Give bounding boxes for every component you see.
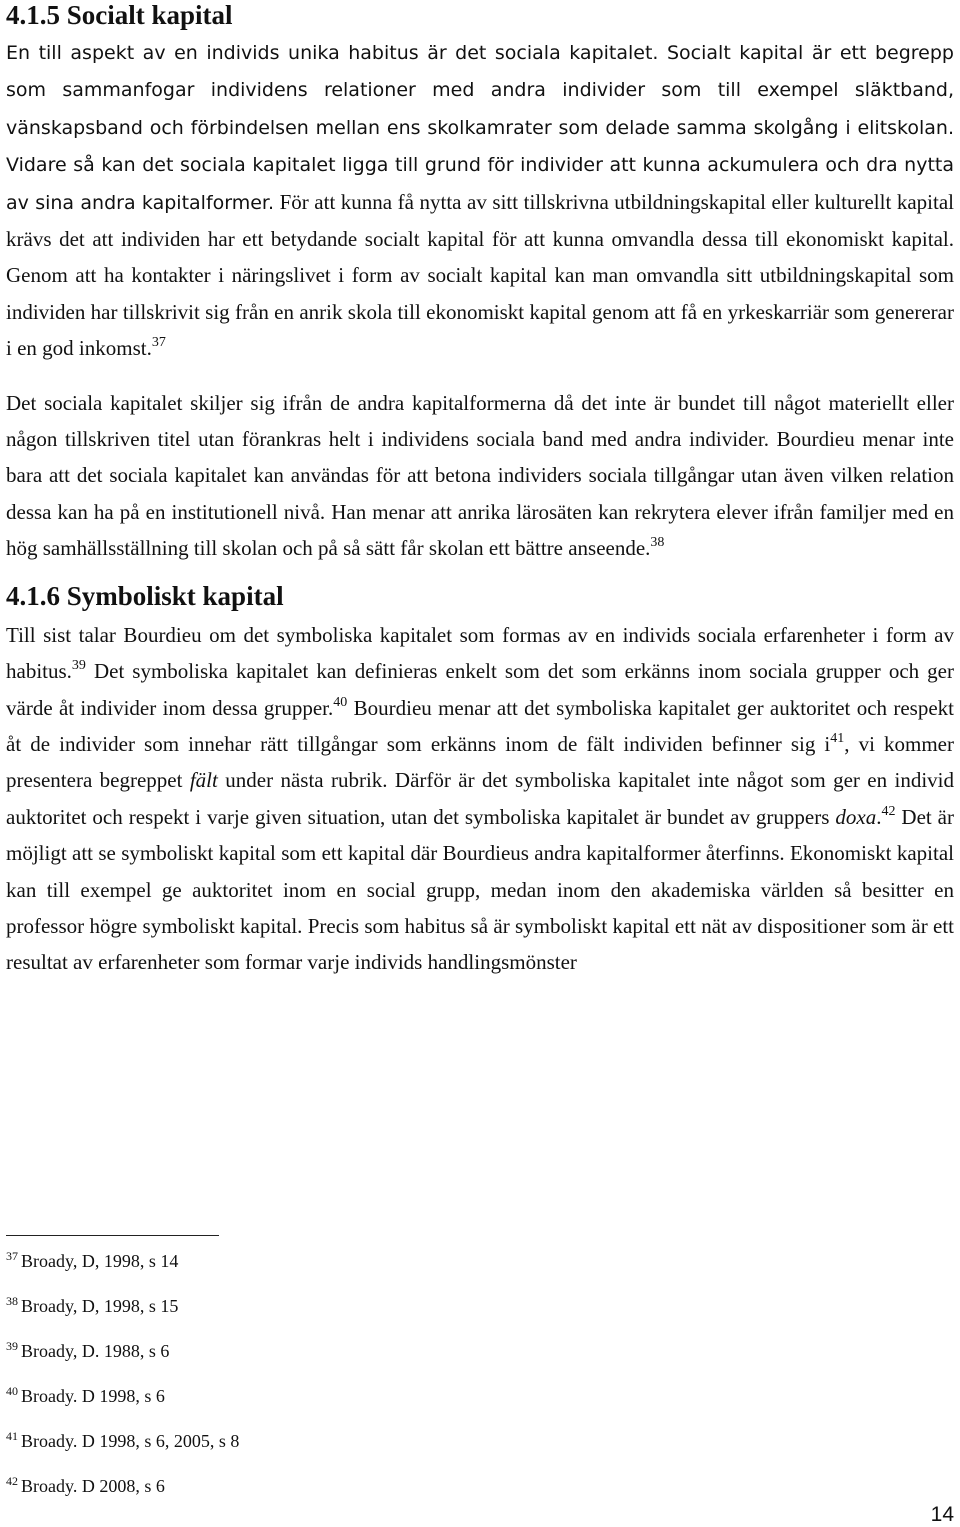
paragraph-socialt-kapital-1 [6,34,954,367]
footnote-item [6,1295,239,1340]
paragraph-text: Det symboliska kapitalet kan definieras enkelt som det som erkänns inom sociala grupper och ger värde åt individer inom dessa grupper. [6,659,954,720]
section-heading-socialt-kapital: 4.1.5 Socialt kapital [6,0,233,30]
footnote-number: 39 [6,1339,18,1353]
footnote-item [6,1340,239,1385]
footnote-item [6,1430,239,1475]
footnote-text: Broady, D. 1988, s 6 [21,1341,170,1361]
footnote-text: Broady. D 1998, s 6, 2005, s 8 [21,1431,240,1451]
footnote-ref: 37 [151,335,166,351]
footnote-item [6,1250,239,1295]
italic-term: doxa [835,804,877,829]
footnote-ref: 38 [650,535,665,551]
footnote-number: 37 [6,1249,18,1263]
paragraph-socialt-kapital-2 [6,385,954,567]
footnote-text: Broady. D 2008, s 6 [21,1476,165,1496]
footnote-ref: 41 [830,730,845,746]
paragraph-text: under nästa rubrik. Därför är det symboliska kapitalet inte något som ger en individ auktoritet och respekt i varje given situation, utan det symboliska kapitalet är bundet av gruppers [6,768,954,829]
paragraph-text: Bourdieu menar att det symboliska kapitalet ger auktoritet och respekt åt de individer som innehar rätt tillgångar som erkänns inom de fält individen befinner sig i [6,695,954,756]
paragraph-text: En till aspekt av en individs unika habitus är det sociala kapitalet. Socialt kapital är ett begrepp som sammanfogar individens relationer med andra individer som till exempel släktband, vänskapsband och förbindelsen mellan ens skolkamrater som delade samma skolgång i elitskolan. Vidare så kan det sociala kapitalet ligga till grund för individer att kunna ackumulera och dra nytta av sina andra kapitalformer. [6,42,954,214]
paragraph-text: . [876,804,882,829]
section-heading-symboliskt-kapital: 4.1.6 Symboliskt kapital [6,580,284,611]
italic-term: fält [189,768,218,793]
paragraph-text: Det är möjligt att se symboliskt kapital som ett kapital där Bourdieus andra kapitalformer återfinns. Ekonomiskt kapital kan till exempel ge auktoritet inom en social grupp, medan inom den akademiska världen så besitter en professor högre symboliskt kapital. Precis som habitus så är symboliskt kapital ett nät av dispositioner som är ett resultat av erfarenheter som formar varje individs handlingsmönster [6,804,954,975]
paragraph-text: , vi kommer presentera begreppet [6,731,954,793]
footnote-text: Broady. D 1998, s 6 [21,1386,165,1406]
paragraph-text: Det sociala kapitalet skiljer sig ifrån de andra kapitalformerna då det inte är bundet till något materiellt eller någon tillskriven titel utan förankras helt i individens sociala band med andra individer. Bourdieu menar inte bara att det sociala kapitalet kan användas för att betona individers sociala tillgångar utan även vilken relation dessa kan ha på en institutionell nivå. Han menar att anrika lärosäten kan rekrytera elever ifrån familjer med en hög samhällsställning till skolan och på så sätt får skolan ett bättre anseende. [6,390,954,561]
footnote-number: 40 [6,1384,18,1398]
page-number: 14 [930,1503,954,1526]
paragraph-text: För att kunna få nytta av sitt tillskrivna utbildningskapital eller kulturellt kapital krävs det att individen har ett betydande socialt kapital för att kunna omvandla dessa till ekonomiskt kapital. Genom att ha kontakter i näringslivet i form av socialt kapital kan man omvandla sitt utbildningskapital som individen har tillskrivit sig från en anrik skola till ekonomiskt kapital genom att få en yrkeskarriär som genererar i en god inkomst. [6,189,954,361]
footnote-number: 42 [6,1474,18,1488]
footnotes [6,1250,239,1520]
paragraph-symboliskt-kapital [6,617,954,981]
footnote-ref: 40 [333,694,348,710]
footnote-ref: 39 [71,658,86,674]
paragraph-text: Till sist talar Bourdieu om det symboliska kapitalet som formas av en individs sociala erfarenheter i form av habitus. [6,622,954,684]
footnote-item [6,1475,239,1520]
footnote-text: Broady, D, 1998, s 14 [21,1251,179,1271]
footnote-text: Broady, D, 1998, s 15 [21,1296,179,1316]
footnote-ref: 42 [881,803,896,819]
document-page [6,0,954,981]
footnote-item [6,1385,239,1430]
footnote-number: 41 [6,1429,18,1443]
footnote-separator [6,1235,219,1236]
footnote-number: 38 [6,1294,18,1308]
